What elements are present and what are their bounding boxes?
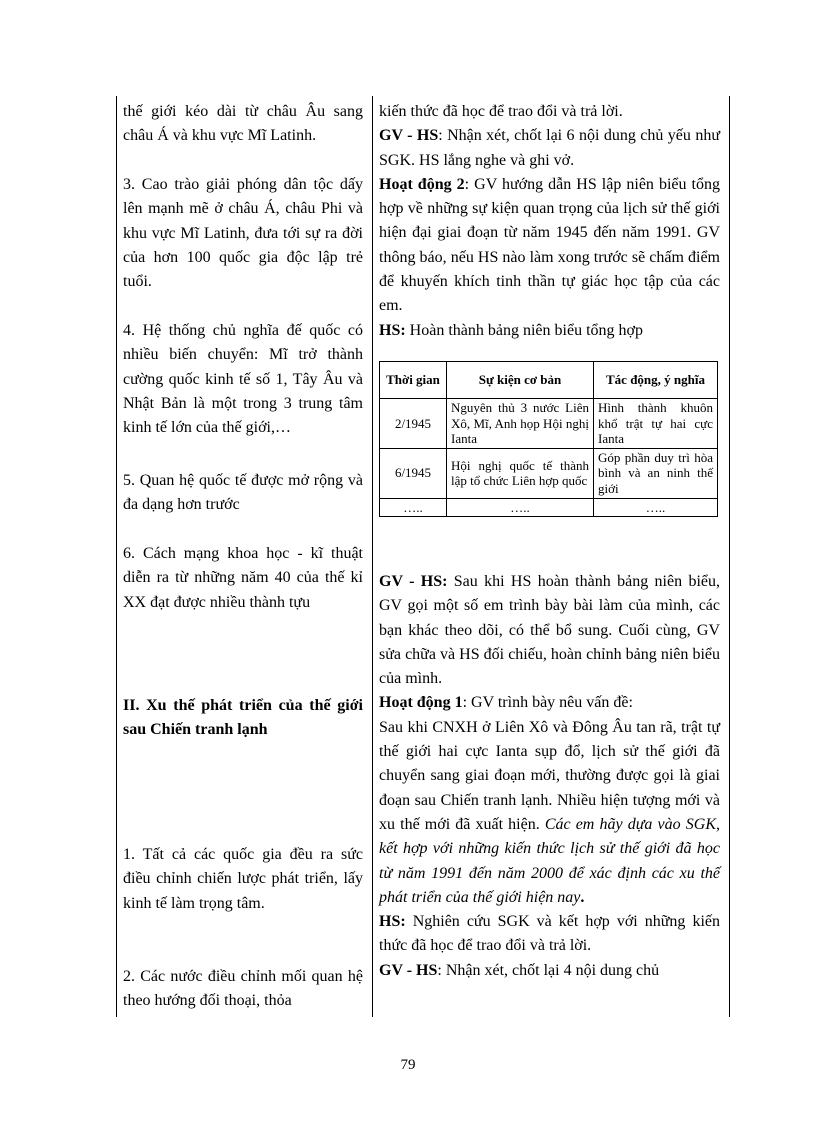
left-item-ii-2 [123,965,363,1014]
left-item-ii-1 [123,843,363,916]
right-paragraph-1: kiến thức đã học để trao đổi và trả lời. [379,103,623,120]
left-item-4 [123,319,363,440]
left-paragraph-1: thế giới kéo dài từ châu Âu sang châu Á và khu vực Mĩ Latinh. [123,103,363,145]
right-block-2 [379,570,720,983]
table-row: 2/1945 Nguyên thủ 3 nước Liên Xô, Mĩ, Anh họp Hội nghị Ianta Hình thành khuôn khổ trật tự hai cực Ianta [380,399,718,449]
left-column [123,100,363,149]
left-paragraph-3: 4. Hệ thống chủ nghĩa đế quốc có nhiều biến chuyển: Mĩ trở thành cường quốc kinh tế số 1, Tây Âu và Nhật Bản là một trong 3 trung tâm kinh tế lớn của thế giới,… [123,322,363,437]
section-heading-ii [123,694,363,743]
table-row: ….. ….. ….. [380,498,718,517]
left-paragraph-6: 1. Tất cả các quốc gia đều ra sức điều chỉnh chiến lược phát triển, lấy kinh tế làm trọng tâm. [123,846,363,912]
right-paragraph-7: Sau khi CNXH ở Liên Xô và Đông Âu tan rã, trật tự thế giới hai cực Ianta sụp đổ, lịch sử thế giới đã chuyển sang giai đoạn mới, thường được gọi là giai đoạn sau Chiến tranh lạnh. Nhiều hiện tượng mới và xu thế mới đã xuất hiện. Các em hãy dựa vào SGK, kết hợp với những kiến thức lịch sử thế giới đã học từ năm 1991 đến năm 2000 để xác định các xu thế phát triển của thế giới hiện nay. [379,718,720,906]
right-paragraph-3: Hoạt động 2: GV hướng dẫn HS lập niên biểu tổng hợp về những sự kiện quan trọng của lịch sử thế giới hiện đại giai đoạn từ năm 1945 đến năm 1991. GV thông báo, nếu HS nào làm xong trước sẽ chấm điểm để khuyến khích tinh thần tự giác học tập của các em. [379,175,720,315]
right-block-1 [379,100,720,343]
left-paragraph-7: 2. Các nước điều chỉnh mối quan hệ theo hướng đối thoại, thỏa [123,968,363,1010]
table-row: 6/1945 Hội nghị quốc tế thành lập tổ chức Liên hợp quốc Góp phần duy trì hòa bình và an ninh thế giới [380,448,718,498]
right-paragraph-5: GV - HS: Sau khi HS hoàn thành bảng niên biểu, GV gọi một số em trình bày bài làm của mình, các bạn khác theo dõi, có thể bổ sung. Cuối cùng, GV sửa chữa và HS đối chiếu, hoàn chỉnh bảng niên biểu của mình. [379,573,720,688]
chronology-table [379,361,718,517]
section-heading-text: II. Xu thế phát triển của thế giới sau Chiến tranh lạnh [123,697,363,739]
right-paragraph-6: Hoạt động 1: GV trình bày nêu vấn đề: [379,694,633,712]
left-paragraph-4: 5. Quan hệ quốc tế được mở rộng và đa dạng hơn trước [123,472,363,514]
column-divider [372,96,373,1017]
table-header-impact: Tác động, ý nghĩa [594,362,718,399]
right-paragraph-2: GV - HS: Nhận xét, chốt lại 6 nội dung chủ yếu như SGK. HS lắng nghe và ghi vở. [379,127,720,169]
right-paragraph-9: GV - HS: Nhận xét, chốt lại 4 nội dung chủ [379,961,660,979]
right-paragraph-8: HS: Nghiên cứu SGK và kết hợp với những kiến thức đã học để trao đổi và trả lời. [379,913,720,955]
left-item-3 [123,173,363,294]
left-item-6 [123,542,363,615]
left-paragraph-2: 3. Cao trào giải phóng dân tộc dấy lên mạnh mẽ ở châu Á, châu Phi và khu vực Mĩ Latinh, đưa tới sự ra đời của hơn 100 quốc gia độc lập trẻ tuổi. [123,176,363,291]
table-header-event: Sự kiện cơ bản [447,362,594,399]
left-item-5 [123,469,363,518]
table-header-time: Thời gian [380,362,447,399]
left-paragraph-5: 6. Cách mạng khoa học - kĩ thuật diễn ra từ những năm 40 của thế kỉ XX đạt được nhiều thành tựu [123,545,363,611]
page-number: 79 [400,1057,416,1073]
right-paragraph-4: HS: Hoàn thành bảng niên biểu tổng hợp [379,321,643,339]
